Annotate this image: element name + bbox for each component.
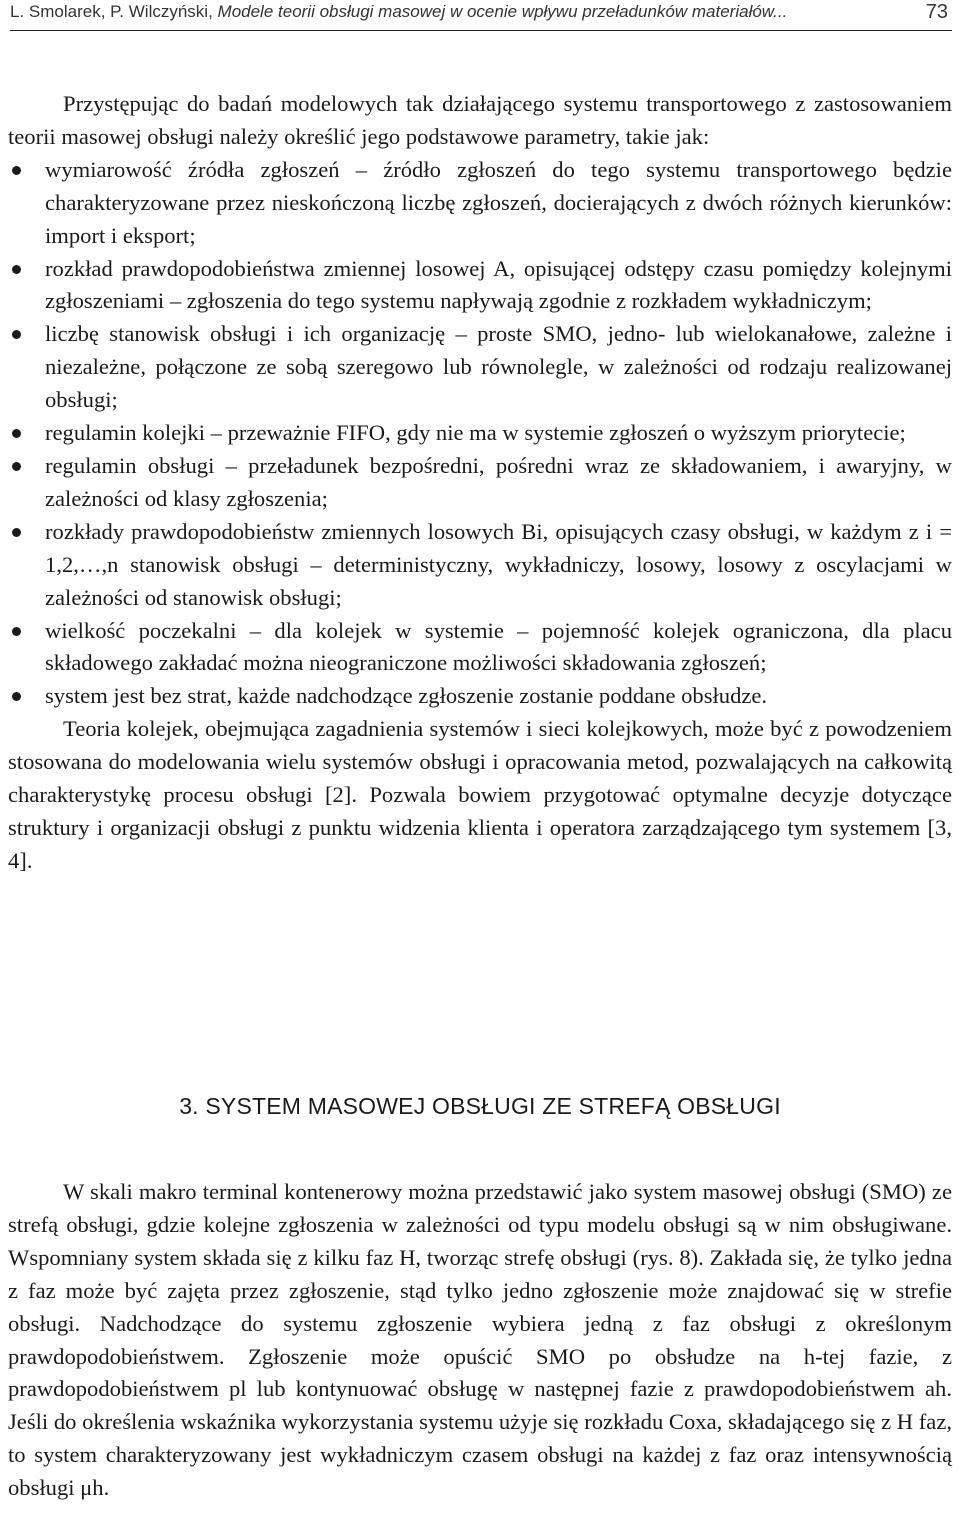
list-item-text: regulamin obsługi – przeładunek bezpośredni, pośredni wraz ze składowaniem, i awaryjny, w zależności od klasy zgłoszenia; (45, 452, 952, 511)
bullet-icon (12, 692, 21, 701)
list-item-text: rozkład prawdopodobieństwa zmiennej losowej A, opisującej odstępy czasu pomiędzy kolejnymi zgłoszeniami – zgłoszenia do tego systemu napływają zgodnie z rozkładem wykładniczym; (45, 255, 952, 314)
list-item-text: wielkość poczekalni – dla kolejek w systemie – pojemność kolejek ograniczona, dla placu składowego zakładać można nieograniczone możliwości składowania zgłoszeń; (45, 617, 952, 676)
section-heading: 3. SYSTEM MASOWEJ OBSŁUGI ZE STREFĄ OBSŁUGI (179, 1093, 781, 1119)
list-item (8, 450, 952, 516)
intro-paragraph: Przystępując do badań modelowych tak działającego systemu transportowego z zastosowaniem teorii masowej obsługi należy określić jego podstawowe parametry, takie jak: (8, 91, 952, 149)
list-item (8, 253, 952, 319)
terminal-paragraph: W skali makro terminal kontenerowy można przedstawić jako system masowej obsługi (SMO) ze strefą obsługi, gdzie kolejne zgłoszenia w zależności od typu modelu obsługi są w nim obsługiwane. Wspomniany system składa się z kilku faz H, tworząc strefę obsługi (rys. 8). Zakłada się, że tylko jedna z faz może być zajęta przez zgłoszenie, stąd tylko jedno zgłoszenie może znajdować się w strefie obsługi. Nadchodzące do systemu zgłoszenie wybiera jedną z faz obsługi z określonym prawdopodobieństwem. Zgłoszenie może opuścić SMO po obsłudze na h-tej fazie, z prawdopodobieństwem pl lub kontynuować obsługę w następnej fazie z prawdopodobieństwem ah. Jeśli do określenia wskaźnika wykorzystania systemu użyje się rozkładu Coxa, składającego się z H faz, to system charakteryzowany jest wykładniczym czasem obsługi na każdej z faz oraz intensywnością obsługi μh. (8, 1179, 952, 1501)
list-item-text: rozkłady prawdopodobieństw zmiennych losowych Bi, opisujących czasy obsługi, w każdym z i = 1,2,…,n stanowisk obsługi – deterministyczny, wykładniczy, losowy, losowy z oscylacjami w zależności od stanowisk obsługi; (45, 518, 952, 610)
list-item (8, 417, 952, 450)
bullet-icon (12, 166, 21, 175)
page-number: 73 (925, 1, 948, 23)
list-item (8, 318, 952, 417)
bullet-icon (12, 429, 21, 438)
bullet-icon (12, 462, 21, 471)
list-item (8, 615, 952, 681)
list-item (8, 516, 952, 615)
list-item-text: liczbę stanowisk obsługi i ich organizację – proste SMO, jedno- lub wielokanałowe, zależne i niezależne, połączone ze sobą szeregowo lub równolegle, w zależności od rodzaju realizowanej obsługi; (45, 321, 952, 413)
list-item-text: wymiarowość źródła zgłoszeń – źródło zgłoszeń do tego systemu transportowego będzie charakteryzowane przez nieskończoną liczbę zgłoszeń, docierających z dwóch różnych kierunków: import i eksport; (45, 156, 952, 248)
queue-theory-paragraph: Teoria kolejek, obejmująca zagadnienia systemów i sieci kolejkowych, może być z powodzeniem stosowana do modelowania wielu systemów obsługi i opracowania metod, pozwalających na całkowitą charakterystykę procesu obsługi [2]. Pozwala bowiem przygotować optymalne decyzje dotyczące struktury i organizacji obsługi z punktu widzenia klienta i operatora zarządzającego tym systemem [3, 4]. (8, 716, 952, 873)
list-item (8, 680, 952, 713)
bullet-icon (12, 330, 21, 339)
list-item (8, 154, 952, 253)
running-head-text (10, 2, 787, 22)
running-header (10, 0, 952, 31)
list-item-text: regulamin kolejki – przeważnie FIFO, gdy nie ma w systemie zgłoszeń o wyższym priorytecie; (45, 420, 906, 446)
running-head-title: Modele teorii obsługi masowej w ocenie wpływu przeładunków materiałów... (217, 2, 788, 21)
list-item-text: system jest bez strat, każde nadchodzące zgłoszenie zostanie poddane obsłudze. (45, 683, 768, 709)
bullet-icon (12, 627, 21, 636)
parameter-list (8, 154, 952, 713)
bullet-icon (12, 265, 21, 274)
running-head-authors: L. Smolarek, P. Wilczyński, (10, 2, 213, 21)
bullet-icon (12, 528, 21, 537)
body-text (8, 88, 952, 878)
section-body (8, 1176, 952, 1505)
